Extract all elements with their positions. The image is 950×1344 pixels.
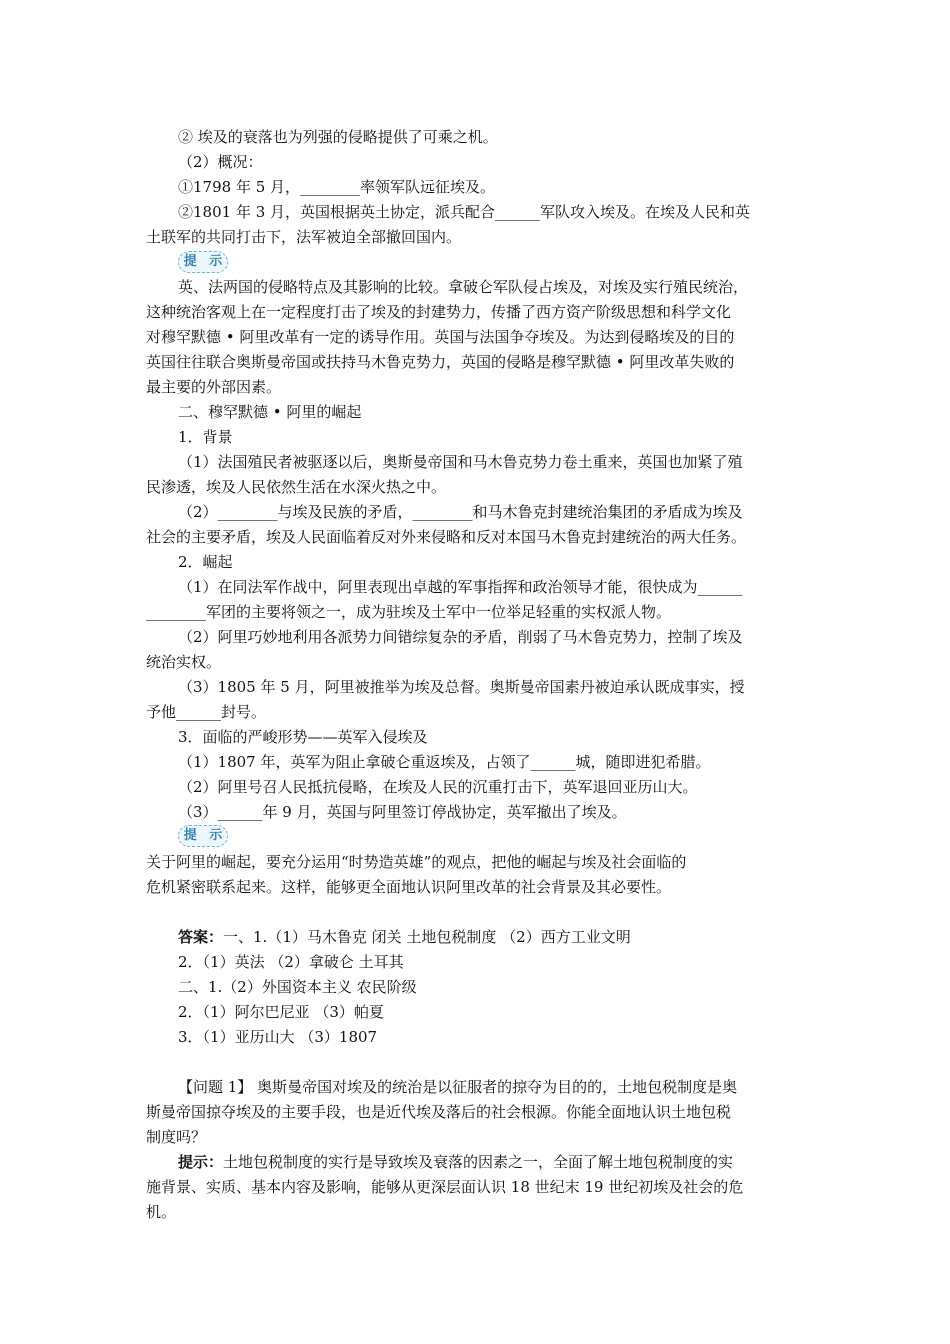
text-line: 土联军的共同打击下，法军被迫全部撤回国内。	[146, 228, 462, 246]
text-line: ①1798 年 5 月，________率领军队远征埃及。	[178, 178, 496, 196]
hint-line	[178, 1151, 733, 1173]
text-line: 社会的主要矛盾，埃及人民面临着反对外来侵略和反对本国马木鲁克封建统治的两大任务。	[146, 528, 747, 546]
question-line: 斯曼帝国掠夺埃及的主要手段，也是近代埃及落后的社会根源。你能全面地认识土地包税	[146, 1103, 732, 1121]
text-line: （2）阿里巧妙地利用各派势力间错综复杂的矛盾，削弱了马木鲁克势力，控制了埃及	[178, 628, 743, 646]
answer-text: 一、1.（1）马木鲁克 闭关 土地包税制度 （2）西方工业文明	[223, 928, 631, 946]
answer-line: 二、1.（2）外国资本主义 农民阶级	[178, 978, 417, 996]
text-line: 予他______封号。	[146, 703, 267, 721]
text-line: （3）1805 年 5 月，阿里被推举为埃及总督。奥斯曼帝国素丹被迫承认既成事实，授	[178, 678, 745, 696]
text-line: （2）概况：	[178, 153, 263, 171]
tip-badge: 提 示	[178, 251, 228, 273]
text-line: 民渗透，埃及人民依然生活在水深火热之中。	[146, 478, 447, 496]
text-line: 这种统治客观上在一定程度打击了埃及的封建势力，传播了西方资产阶级思想和科学文化	[146, 303, 732, 321]
text-line: 英国往往联合奥斯曼帝国或扶持马木鲁克势力，英国的侵略是穆罕默德 • 阿里改革失败的	[146, 353, 735, 371]
question-line: 制度吗？	[146, 1128, 207, 1146]
text-line: 英、法两国的侵略特点及其影响的比较。拿破仑军队侵占埃及，对埃及实行殖民统治，	[178, 278, 749, 296]
subsection-heading: 2．崛起	[178, 553, 233, 571]
answer-label: 答案：	[178, 928, 224, 946]
answer-line	[178, 926, 631, 948]
hint-label: 提示：	[178, 1153, 224, 1171]
text-line: （1）在同法军作战中，阿里表现出卓越的军事指挥和政治领导才能，很快成为______	[178, 578, 743, 596]
text-line: （1）1807 年，英军为阻止拿破仑重返埃及，占领了______城，随即进犯希腊。	[178, 753, 711, 771]
subsection-heading: 1．背景	[178, 428, 233, 446]
text-line: 对穆罕默德 • 阿里改革有一定的诱导作用。英国与法国争夺埃及。为达到侵略埃及的目的	[146, 328, 735, 346]
hint-line: 施背景、实质、基本内容及影响，能够从更深层面认识 18 世纪末 19 世纪初埃及社会的危	[146, 1178, 744, 1196]
answer-line: 3．（1）亚历山大 （3）1807	[178, 1028, 378, 1046]
answer-line: 2．（1）英法 （2）拿破仑 土耳其	[178, 953, 404, 971]
text-line: 统治实权。	[146, 653, 222, 671]
text-line: （2）阿里号召人民抵抗侵略，在埃及人民的沉重打击下，英军退回亚历山大。	[178, 778, 698, 796]
subsection-heading: 3．面临的严峻形势——英军入侵埃及	[178, 728, 428, 746]
text-line: （3）______年 9 月，英国与阿里签订停战协定，英军撤出了埃及。	[178, 803, 627, 821]
text-line: 关于阿里的崛起，要充分运用“时势造英雄”的观点，把他的崛起与埃及社会面临的	[146, 853, 687, 871]
text-line: ________军团的主要将领之一，成为驻埃及土军中一位举足轻重的实权派人物。	[146, 603, 672, 621]
text-line: ②1801 年 3 月，英国根据英土协定，派兵配合______军队攻入埃及。在埃及人民和英	[178, 203, 751, 221]
section-heading: 二、穆罕默德 • 阿里的崛起	[178, 403, 362, 421]
text-line: 最主要的外部因素。	[146, 378, 282, 396]
text-line: ② 埃及的衰落也为列强的侵略提供了可乘之机。	[178, 128, 498, 146]
tip-badge: 提 示	[178, 825, 228, 847]
hint-line: 机。	[146, 1203, 177, 1221]
question-line: 【问题 1】 奥斯曼帝国对埃及的统治是以征服者的掠夺为目的的，土地包税制度是奥	[178, 1078, 738, 1096]
answer-line: 2．（1）阿尔巴尼亚 （3）帕夏	[178, 1003, 384, 1021]
text-line: （1）法国殖民者被驱逐以后，奥斯曼帝国和马木鲁克势力卷土重来，英国也加紧了殖	[178, 453, 743, 471]
text-line: （2）________与埃及民族的矛盾，________和马木鲁克封建统治集团的矛盾成为埃及	[178, 503, 743, 521]
text-line: 危机紧密联系起来。这样，能够更全面地认识阿里改革的社会背景及其必要性。	[146, 878, 672, 896]
hint-text: 土地包税制度的实行是导致埃及衰落的因素之一，全面了解土地包税制度的实	[223, 1153, 734, 1171]
